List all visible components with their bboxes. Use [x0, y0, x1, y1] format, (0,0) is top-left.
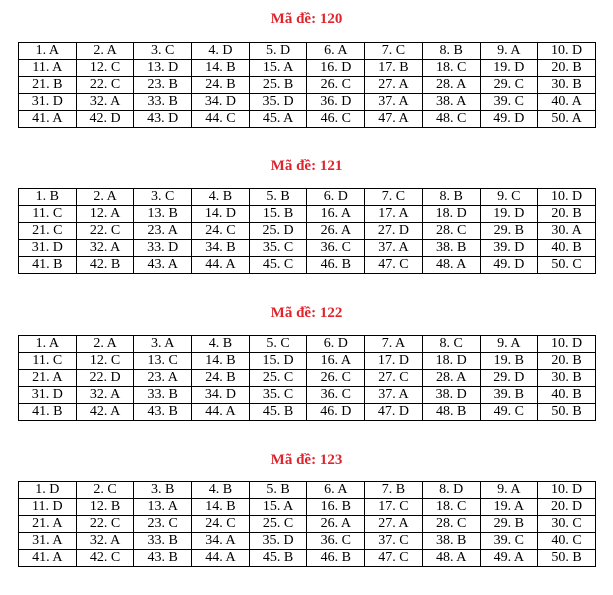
- answer-cell: 38. B: [422, 240, 480, 257]
- answer-cell: 25. C: [249, 516, 307, 533]
- answer-table: [18, 188, 596, 274]
- answer-cell: 22. D: [76, 370, 134, 387]
- table-row: [19, 404, 596, 421]
- answer-cell: 26. C: [307, 77, 365, 94]
- answer-cell: 10. D: [538, 189, 596, 206]
- answer-cell: 4. B: [192, 336, 250, 353]
- answer-cell: 17. D: [365, 353, 423, 370]
- answer-cell: 2. A: [76, 43, 134, 60]
- exam-code-title: Mã đề: 123: [270, 452, 343, 468]
- answer-cell: 21. A: [19, 516, 77, 533]
- answer-cell: 20. B: [538, 206, 596, 223]
- table-row: [19, 43, 596, 60]
- answer-cell: 5. B: [249, 482, 307, 499]
- answer-cell: 30. B: [538, 77, 596, 94]
- answer-cell: 13. A: [134, 499, 192, 516]
- answer-cell: 9. A: [480, 43, 538, 60]
- answer-cell: 30. C: [538, 516, 596, 533]
- answer-cell: 9. A: [480, 336, 538, 353]
- answer-cell: 34. D: [192, 387, 250, 404]
- answer-cell: 50. C: [538, 257, 596, 274]
- answer-table: [18, 481, 596, 567]
- answer-cell: 1. B: [19, 189, 77, 206]
- answer-cell: 31. D: [19, 240, 77, 257]
- answer-cell: 11. A: [19, 60, 77, 77]
- answer-cell: 13. C: [134, 353, 192, 370]
- answer-cell: 22. C: [76, 516, 134, 533]
- answer-cell: 8. B: [422, 43, 480, 60]
- answer-cell: 11. C: [19, 206, 77, 223]
- answer-cell: 6. A: [307, 43, 365, 60]
- table-row: [19, 336, 596, 353]
- answer-cell: 5. D: [249, 43, 307, 60]
- answer-cell: 8. B: [422, 189, 480, 206]
- answer-cell: 18. C: [422, 499, 480, 516]
- answer-cell: 35. C: [249, 387, 307, 404]
- answer-cell: 21. B: [19, 77, 77, 94]
- answer-cell: 8. C: [422, 336, 480, 353]
- answer-cell: 29. C: [480, 77, 538, 94]
- answer-cell: 14. B: [192, 60, 250, 77]
- answer-cell: 5. C: [249, 336, 307, 353]
- answer-cell: 43. B: [134, 550, 192, 567]
- answer-cell: 32. A: [76, 240, 134, 257]
- answer-cell: 41. A: [19, 111, 77, 128]
- answer-cell: 26. C: [307, 370, 365, 387]
- answer-cell: 37. A: [365, 240, 423, 257]
- answer-cell: 24. C: [192, 223, 250, 240]
- answer-cell: 39. C: [480, 94, 538, 111]
- answer-cell: 34. B: [192, 240, 250, 257]
- answer-cell: 16. A: [307, 353, 365, 370]
- answer-cell: 45. C: [249, 257, 307, 274]
- answer-cell: 23. C: [134, 516, 192, 533]
- answer-cell: 21. C: [19, 223, 77, 240]
- answer-cell: 50. A: [538, 111, 596, 128]
- table-row: [19, 240, 596, 257]
- answer-cell: 42. D: [76, 111, 134, 128]
- answer-cell: 37. A: [365, 387, 423, 404]
- answer-cell: 26. A: [307, 516, 365, 533]
- answer-cell: 7. C: [365, 189, 423, 206]
- answer-cell: 5. B: [249, 189, 307, 206]
- answer-cell: 32. A: [76, 387, 134, 404]
- answer-cell: 13. B: [134, 206, 192, 223]
- answer-cell: 31. D: [19, 387, 77, 404]
- answer-cell: 41. B: [19, 257, 77, 274]
- table-row: [19, 111, 596, 128]
- answer-cell: 15. A: [249, 60, 307, 77]
- answer-cell: 19. A: [480, 499, 538, 516]
- answer-cell: 18. C: [422, 60, 480, 77]
- answer-cell: 25. B: [249, 77, 307, 94]
- answer-cell: 35. D: [249, 94, 307, 111]
- answer-cell: 32. A: [76, 533, 134, 550]
- table-row: [19, 499, 596, 516]
- answer-cell: 39. C: [480, 533, 538, 550]
- exam-code-title: Mã đề: 120: [270, 11, 343, 27]
- answer-cell: 14. D: [192, 206, 250, 223]
- answer-cell: 49. D: [480, 111, 538, 128]
- answer-cell: 4. D: [192, 43, 250, 60]
- answer-cell: 17. C: [365, 499, 423, 516]
- answer-cell: 23. A: [134, 223, 192, 240]
- answer-cell: 33. B: [134, 533, 192, 550]
- answer-cell: 6. D: [307, 336, 365, 353]
- answer-cell: 29. B: [480, 223, 538, 240]
- answer-cell: 33. B: [134, 94, 192, 111]
- answer-cell: 12. A: [76, 206, 134, 223]
- answer-cell: 12. B: [76, 499, 134, 516]
- answer-cell: 9. C: [480, 189, 538, 206]
- answer-cell: 30. B: [538, 370, 596, 387]
- table-row: [19, 353, 596, 370]
- answer-cell: 50. B: [538, 550, 596, 567]
- answer-table: [18, 335, 596, 421]
- answer-cell: 20. B: [538, 60, 596, 77]
- answer-cell: 16. D: [307, 60, 365, 77]
- answer-cell: 6. D: [307, 189, 365, 206]
- answer-cell: 45. A: [249, 111, 307, 128]
- answer-cell: 24. B: [192, 370, 250, 387]
- answer-cell: 29. D: [480, 370, 538, 387]
- table-row: [19, 60, 596, 77]
- answer-cell: 16. B: [307, 499, 365, 516]
- answer-cell: 20. D: [538, 499, 596, 516]
- answer-cell: 36. D: [307, 94, 365, 111]
- answer-cell: 7. C: [365, 43, 423, 60]
- answer-cell: 1. D: [19, 482, 77, 499]
- answer-cell: 10. D: [538, 482, 596, 499]
- answer-cell: 44. A: [192, 404, 250, 421]
- answer-cell: 11. C: [19, 353, 77, 370]
- exam-code-title: Mã đề: 121: [270, 158, 343, 174]
- answer-cell: 17. B: [365, 60, 423, 77]
- table-row: [19, 550, 596, 567]
- answer-cell: 12. C: [76, 60, 134, 77]
- table-row: [19, 77, 596, 94]
- answer-cell: 19. D: [480, 206, 538, 223]
- answer-cell: 2. A: [76, 336, 134, 353]
- answer-cell: 23. A: [134, 370, 192, 387]
- answer-cell: 49. A: [480, 550, 538, 567]
- answer-cell: 14. B: [192, 353, 250, 370]
- answer-cell: 38. A: [422, 94, 480, 111]
- answer-cell: 45. B: [249, 550, 307, 567]
- answer-cell: 48. A: [422, 550, 480, 567]
- answer-cell: 7. B: [365, 482, 423, 499]
- answer-cell: 31. D: [19, 94, 77, 111]
- answer-cell: 49. D: [480, 257, 538, 274]
- answer-cell: 33. B: [134, 387, 192, 404]
- answer-table: [18, 42, 596, 128]
- answer-cell: 25. D: [249, 223, 307, 240]
- answer-cell: 42. C: [76, 550, 134, 567]
- answer-cell: 23. B: [134, 77, 192, 94]
- answer-cell: 50. B: [538, 404, 596, 421]
- answer-cell: 28. C: [422, 223, 480, 240]
- answer-cell: 19. B: [480, 353, 538, 370]
- answer-cell: 37. A: [365, 94, 423, 111]
- answer-cell: 35. C: [249, 240, 307, 257]
- answer-cell: 40. C: [538, 533, 596, 550]
- answer-cell: 46. D: [307, 404, 365, 421]
- answer-cell: 44. A: [192, 550, 250, 567]
- answer-cell: 26. A: [307, 223, 365, 240]
- answer-cell: 1. A: [19, 43, 77, 60]
- answer-cell: 3. A: [134, 336, 192, 353]
- answer-cell: 28. A: [422, 370, 480, 387]
- answer-cell: 42. B: [76, 257, 134, 274]
- answer-cell: 27. D: [365, 223, 423, 240]
- answer-cell: 43. D: [134, 111, 192, 128]
- table-row: [19, 387, 596, 404]
- answer-cell: 35. D: [249, 533, 307, 550]
- answer-cell: 41. B: [19, 404, 77, 421]
- answer-cell: 46. B: [307, 257, 365, 274]
- answer-cell: 25. C: [249, 370, 307, 387]
- answer-cell: 44. A: [192, 257, 250, 274]
- answer-cell: 28. C: [422, 516, 480, 533]
- table-row: [19, 223, 596, 240]
- table-row: [19, 257, 596, 274]
- answer-cell: 18. D: [422, 353, 480, 370]
- answer-cell: 30. A: [538, 223, 596, 240]
- answer-cell: 34. D: [192, 94, 250, 111]
- answer-cell: 38. B: [422, 533, 480, 550]
- answer-cell: 22. C: [76, 77, 134, 94]
- answer-cell: 44. C: [192, 111, 250, 128]
- answer-cell: 3. B: [134, 482, 192, 499]
- answer-cell: 40. B: [538, 240, 596, 257]
- answer-cell: 29. B: [480, 516, 538, 533]
- answer-cell: 2. C: [76, 482, 134, 499]
- answer-cell: 10. D: [538, 43, 596, 60]
- answer-cell: 11. D: [19, 499, 77, 516]
- answer-cell: 39. B: [480, 387, 538, 404]
- answer-cell: 41. A: [19, 550, 77, 567]
- answer-cell: 24. C: [192, 516, 250, 533]
- answer-cell: 2. A: [76, 189, 134, 206]
- answer-cell: 31. A: [19, 533, 77, 550]
- table-row: [19, 482, 596, 499]
- answer-cell: 4. B: [192, 189, 250, 206]
- answer-cell: 10. D: [538, 336, 596, 353]
- answer-cell: 17. A: [365, 206, 423, 223]
- table-row: [19, 516, 596, 533]
- answer-cell: 43. B: [134, 404, 192, 421]
- answer-cell: 47. D: [365, 404, 423, 421]
- answer-cell: 36. C: [307, 533, 365, 550]
- answer-cell: 48. A: [422, 257, 480, 274]
- answer-cell: 15. A: [249, 499, 307, 516]
- answer-cell: 9. A: [480, 482, 538, 499]
- answer-cell: 32. A: [76, 94, 134, 111]
- table-row: [19, 189, 596, 206]
- answer-cell: 12. C: [76, 353, 134, 370]
- answer-cell: 14. B: [192, 499, 250, 516]
- answer-cell: 47. C: [365, 550, 423, 567]
- answer-cell: 45. B: [249, 404, 307, 421]
- table-row: [19, 94, 596, 111]
- answer-cell: 40. A: [538, 94, 596, 111]
- answer-cell: 33. D: [134, 240, 192, 257]
- answer-cell: 36. C: [307, 387, 365, 404]
- answer-cell: 16. A: [307, 206, 365, 223]
- answer-cell: 3. C: [134, 189, 192, 206]
- answer-cell: 8. D: [422, 482, 480, 499]
- answer-cell: 6. A: [307, 482, 365, 499]
- table-row: [19, 206, 596, 223]
- answer-cell: 49. C: [480, 404, 538, 421]
- answer-cell: 15. B: [249, 206, 307, 223]
- answer-cell: 27. A: [365, 516, 423, 533]
- answer-cell: 28. A: [422, 77, 480, 94]
- answer-cell: 19. D: [480, 60, 538, 77]
- answer-cell: 36. C: [307, 240, 365, 257]
- table-row: [19, 533, 596, 550]
- answer-cell: 1. A: [19, 336, 77, 353]
- answer-cell: 47. A: [365, 111, 423, 128]
- answer-cell: 47. C: [365, 257, 423, 274]
- exam-code-title: Mã đề: 122: [270, 305, 343, 321]
- answer-cell: 37. C: [365, 533, 423, 550]
- answer-cell: 20. B: [538, 353, 596, 370]
- answer-cell: 34. A: [192, 533, 250, 550]
- answer-cell: 21. A: [19, 370, 77, 387]
- table-row: [19, 370, 596, 387]
- answer-cell: 27. C: [365, 370, 423, 387]
- answer-cell: 4. B: [192, 482, 250, 499]
- answer-cell: 7. A: [365, 336, 423, 353]
- answer-cell: 39. D: [480, 240, 538, 257]
- answer-cell: 48. C: [422, 111, 480, 128]
- answer-cell: 18. D: [422, 206, 480, 223]
- answer-cell: 24. B: [192, 77, 250, 94]
- answer-cell: 22. C: [76, 223, 134, 240]
- answer-cell: 15. D: [249, 353, 307, 370]
- answer-cell: 38. D: [422, 387, 480, 404]
- answer-cell: 43. A: [134, 257, 192, 274]
- answer-cell: 42. A: [76, 404, 134, 421]
- answer-cell: 48. B: [422, 404, 480, 421]
- answer-cell: 13. D: [134, 60, 192, 77]
- answer-cell: 46. C: [307, 111, 365, 128]
- answer-cell: 27. A: [365, 77, 423, 94]
- answer-cell: 46. B: [307, 550, 365, 567]
- answer-cell: 3. C: [134, 43, 192, 60]
- answer-cell: 40. B: [538, 387, 596, 404]
